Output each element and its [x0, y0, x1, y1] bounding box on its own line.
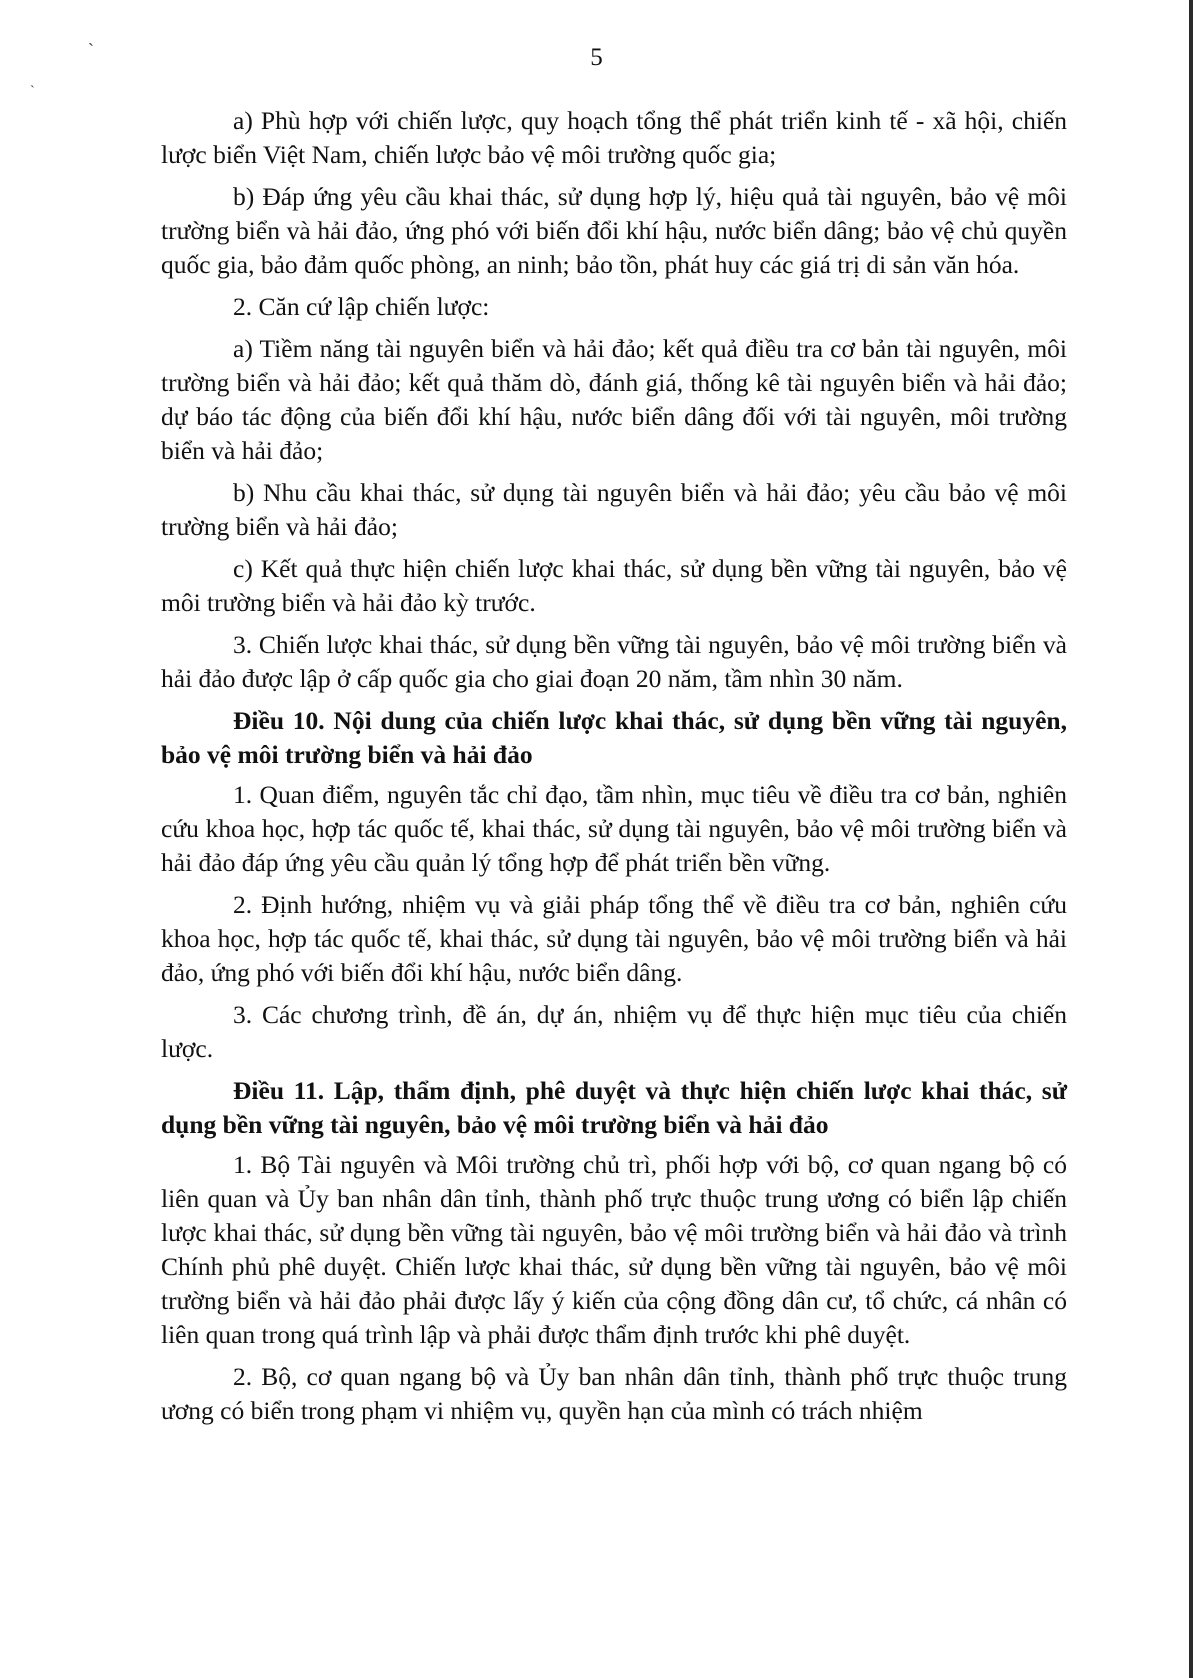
point-2a: a) Tiềm năng tài nguyên biển và hải đảo; kết quả điều tra cơ bản tài nguyên, môi trường biển và hải đảo; kết quả thăm dò, đánh giá, thống kê tài nguyên biển và hải đảo; dự báo tác động của biến đổi khí hậu, nước biển dâng đối với tài nguyên, môi trường biển và hải đảo;: [161, 334, 1067, 465]
article-10-clause-2: 2. Định hướng, nhiệm vụ và giải pháp tổng thể về điều tra cơ bản, nghiên cứu khoa học, hợp tác quốc tế, khai thác, sử dụng tài nguyên, bảo vệ môi trường biển và hải đảo, ứng phó với biến đổi khí hậu, nước biển dâng.: [161, 890, 1067, 987]
point-1b: b) Đáp ứng yêu cầu khai thác, sử dụng hợp lý, hiệu quả tài nguyên, bảo vệ môi trường biển và hải đảo, ứng phó với biến đổi khí hậu, nước biển dâng; bảo vệ chủ quyền quốc gia, bảo đảm quốc phòng, an ninh; bảo tồn, phát huy các giá trị di sản văn hóa.: [161, 182, 1067, 279]
article-10-clause-3: 3. Các chương trình, đề án, dự án, nhiệm vụ để thực hiện mục tiêu của chiến lược.: [161, 1000, 1067, 1063]
scan-border: [1189, 0, 1193, 1678]
clause-3: 3. Chiến lược khai thác, sử dụng bền vững tài nguyên, bảo vệ môi trường biển và hải đảo được lập ở cấp quốc gia cho giai đoạn 20 năm, tầm nhìn 30 năm.: [161, 630, 1067, 693]
document-body: [161, 104, 1067, 1436]
point-2b: b) Nhu cầu khai thác, sử dụng tài nguyên biển và hải đảo; yêu cầu bảo vệ môi trường biển và hải đảo;: [161, 478, 1067, 541]
clause-2: 2. Căn cứ lập chiến lược:: [233, 292, 490, 321]
article-10-heading: Điều 10. Nội dung của chiến lược khai thác, sử dụng bền vững tài nguyên, bảo vệ môi trường biển và hải đảo: [161, 706, 1067, 769]
point-1a: a) Phù hợp với chiến lược, quy hoạch tổng thể phát triển kinh tế - xã hội, chiến lược biển Việt Nam, chiến lược bảo vệ môi trường quốc gia;: [161, 106, 1067, 169]
article-11-heading: Điều 11. Lập, thẩm định, phê duyệt và thực hiện chiến lược khai thác, sử dụng bền vững tài nguyên, bảo vệ môi trường biển và hải đảo: [161, 1076, 1067, 1139]
point-2c: c) Kết quả thực hiện chiến lược khai thác, sử dụng bền vững tài nguyên, bảo vệ môi trường biển và hải đảo kỳ trước.: [161, 554, 1067, 617]
scan-speck: ˋ: [88, 40, 94, 60]
article-10-clause-1: 1. Quan điểm, nguyên tắc chỉ đạo, tầm nhìn, mục tiêu về điều tra cơ bản, nghiên cứu khoa học, hợp tác quốc tế, khai thác, sử dụng tài nguyên, bảo vệ môi trường biển và hải đảo đáp ứng yêu cầu quản lý tổng hợp để phát triển bền vững.: [161, 780, 1067, 877]
scan-speck: ˴: [30, 78, 35, 93]
article-11-clause-1: 1. Bộ Tài nguyên và Môi trường chủ trì, phối hợp với bộ, cơ quan ngang bộ có liên quan và Ủy ban nhân dân tỉnh, thành phố trực thuộc trung ương có biển lập chiến lược khai thác, sử dụng bền vững tài nguyên, bảo vệ môi trường biển và hải đảo và trình Chính phủ phê duyệt. Chiến lược khai thác, sử dụng bền vững tài nguyên, bảo vệ môi trường biển và hải đảo phải được lấy ý kiến của cộng đồng dân cư, tổ chức, cá nhân có liên quan trong quá trình lập và phải được thẩm định trước khi phê duyệt.: [161, 1150, 1067, 1349]
article-11-clause-2: 2. Bộ, cơ quan ngang bộ và Ủy ban nhân dân tỉnh, thành phố trực thuộc trung ương có biển trong phạm vi nhiệm vụ, quyền hạn của mình có trách nhiệm: [161, 1362, 1067, 1425]
page-number: 5: [590, 44, 603, 71]
